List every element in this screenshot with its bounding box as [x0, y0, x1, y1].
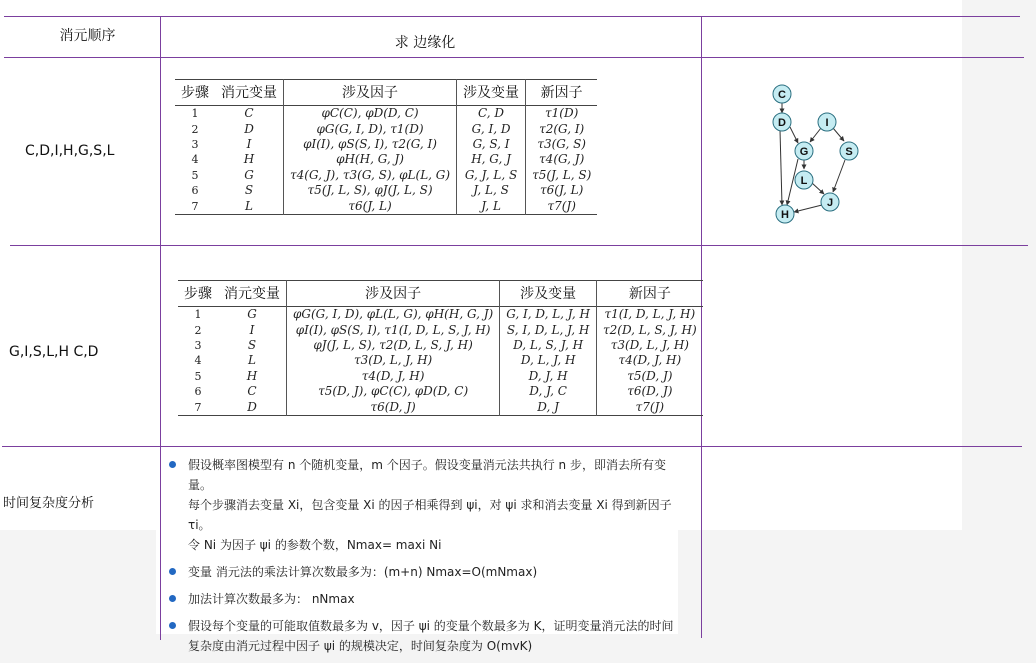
grid-line	[4, 16, 1020, 17]
table-row	[175, 183, 597, 198]
table-cell: 4	[191, 153, 199, 167]
edge-i-g	[810, 128, 821, 142]
table-cell: φI(I), φS(S, I), τ1(I, D, L, S, J, H)	[287, 322, 500, 337]
table-cell: 2	[194, 323, 202, 337]
table-row	[178, 307, 703, 323]
table-cell: 1	[191, 107, 199, 121]
table-header: 涉及因子	[287, 281, 500, 307]
table-cell: τ4(G, J), τ3(G, S), φL(L, G)	[284, 168, 457, 183]
table-row	[178, 369, 703, 384]
bullet-line: 令 Ni 为因子 ψi 的参数个数，Nmax= maxi Ni	[188, 538, 442, 552]
table-cell: φJ(J, L, S), τ2(D, L, S, J, H)	[287, 338, 500, 353]
table-cell: L	[215, 198, 284, 214]
header-marginalize: 求 边缘化	[394, 35, 456, 51]
table-cell: S, I, D, L, J, H	[500, 322, 597, 337]
table-cell: τ3(D, L, J, H)	[287, 353, 500, 368]
table-row	[175, 198, 597, 214]
bullet-line: 每个步骤消去变量 Xi，包含变量 Xi 的因子相乘得到 ψi，对 ψi 求和消去变量 Xi 得到新因子 τi。	[188, 498, 672, 532]
table-cell: D, L, S, J, H	[500, 338, 597, 353]
table-header: 步骤	[184, 286, 212, 302]
table-cell: τ7(J)	[635, 399, 665, 414]
table-cell: τ4(D, J, H)	[618, 353, 682, 368]
table-cell: τ6(D, J)	[627, 384, 673, 399]
table-cell: S	[218, 338, 287, 353]
table-row	[178, 384, 703, 399]
table-cell: τ1(I, D, L, J, H)	[604, 307, 696, 322]
table-cell: 1	[194, 308, 202, 322]
table-row	[178, 338, 703, 353]
bullet-dot-icon	[169, 461, 176, 468]
table-cell: τ5(D, J)	[627, 368, 673, 383]
graph-node-label: C	[778, 89, 786, 101]
table-cell: τ2(D, L, S, J, H)	[603, 322, 697, 337]
bayesian-network-diagram	[765, 80, 861, 226]
table-cell: τ5(J, L, S), φJ(J, L, S)	[284, 183, 457, 198]
table-cell: H	[215, 152, 284, 167]
table-cell: τ6(J, L)	[539, 183, 584, 198]
table-row	[178, 322, 703, 337]
table-cell: D, J, H	[500, 369, 597, 384]
table-cell: J, L, S	[457, 183, 526, 198]
bullet-line: 复杂度由消元过程中因子 ψi 的规模决定，时间复杂度为 O(mvK)	[188, 639, 533, 653]
elimination-table-2	[178, 280, 703, 416]
graph-node-label: H	[781, 209, 789, 221]
table-row	[175, 168, 597, 183]
bullet-dot-icon	[169, 595, 176, 602]
grid-line	[2, 446, 1022, 447]
table-row	[175, 121, 597, 136]
table-cell: D, J	[500, 399, 597, 415]
elimination-order-1: C,D,I,H,G,S,L	[25, 143, 115, 159]
bullet-item	[166, 562, 686, 582]
edge-s-j	[833, 160, 845, 192]
edge-i-s	[833, 128, 844, 141]
table-cell: C, D	[457, 106, 526, 122]
graph-node-label: D	[778, 117, 786, 129]
graph-node-label: I	[825, 117, 829, 129]
elimination-order-2: G,I,S,L,H C,D	[9, 344, 99, 360]
grid-line	[4, 57, 1024, 58]
table-row	[178, 399, 703, 415]
table-header: 消元变量	[215, 80, 284, 106]
bullet-item	[166, 589, 686, 609]
elimination-table-1	[175, 79, 597, 215]
table-header: 新因子	[540, 85, 583, 101]
bullet-item	[166, 616, 686, 656]
table-cell: C	[215, 106, 284, 122]
table-row	[175, 137, 597, 152]
header-elimination-order: 消元顺序	[59, 28, 116, 44]
table-cell: τ4(D, J, H)	[287, 369, 500, 384]
graph-node-label: J	[826, 197, 834, 209]
graph-node-label: S	[845, 146, 853, 158]
table-header: 涉及变量	[500, 281, 597, 307]
table-cell: τ3(G, S)	[537, 136, 586, 151]
table-cell: 4	[194, 354, 202, 368]
table-cell: τ6(J, L)	[284, 198, 457, 214]
grid-line	[160, 16, 161, 640]
graph-node-label: L	[800, 175, 808, 187]
table-cell: J, L	[457, 198, 526, 214]
table-cell: G	[218, 307, 287, 323]
bullet-item	[166, 455, 686, 555]
bullet-dot-icon	[169, 568, 176, 575]
table-header: 消元变量	[218, 281, 287, 307]
table-cell: I	[215, 137, 284, 152]
table-cell: φC(C), φD(D, C)	[284, 106, 457, 122]
complexity-bullets	[166, 455, 686, 663]
table-cell: 5	[191, 168, 199, 182]
table-cell: G, S, I	[457, 137, 526, 152]
edge-l-j	[812, 183, 824, 194]
table-cell: 6	[194, 385, 202, 399]
table-cell: 3	[194, 338, 202, 352]
table-cell: 7	[194, 400, 202, 414]
table-cell: 2	[191, 122, 199, 136]
table-cell: D, L, J, H	[500, 353, 597, 368]
table-cell: τ2(G, I)	[539, 121, 585, 136]
bullet-line: 变量 消元法的乘法计算次数最多为：(m+n) Nmax=O(mNmax)	[188, 565, 538, 579]
table-cell: φI(I), φS(S, I), τ2(G, I)	[284, 137, 457, 152]
table-cell: D, J, C	[500, 384, 597, 399]
bullet-line: 假设概率图模型有 n 个随机变量，m 个因子。假设变量消元法共执行 n 步，即消去所有变量。	[188, 458, 666, 492]
table-cell: 5	[194, 369, 202, 383]
table-cell: D	[218, 399, 287, 415]
table-cell: τ1(D)	[545, 106, 579, 121]
table-cell: τ4(G, J)	[539, 152, 585, 167]
table-header: 新因子	[628, 286, 671, 302]
table-cell: τ5(J, L, S)	[532, 167, 592, 182]
table-cell: τ7(J)	[547, 198, 576, 213]
table-cell: φG(G, I, D), τ1(D)	[284, 121, 457, 136]
table-cell: C	[218, 384, 287, 399]
table-cell: τ5(D, J), φC(C), φD(D, C)	[287, 384, 500, 399]
grid-line	[10, 245, 1028, 246]
edge-j-h	[794, 205, 822, 212]
table-cell: G, J, L, S	[457, 168, 526, 183]
table-row	[178, 353, 703, 368]
table-row	[175, 106, 597, 122]
table-row	[175, 152, 597, 167]
complexity-label: 时间复杂度分析	[3, 496, 95, 511]
table-header: 涉及因子	[284, 80, 457, 106]
table-cell: S	[215, 183, 284, 198]
table-cell: φG(G, I, D), φL(L, G), φH(H, G, J)	[287, 307, 500, 323]
table-header: 涉及变量	[457, 80, 526, 106]
edge-d-g	[790, 127, 798, 143]
table-cell: D	[215, 121, 284, 136]
table-cell: 3	[191, 137, 199, 151]
bullet-line: 假设每个变量的可能取值数最多为 v，因子 ψi 的变量个数最多为 K，证明变量消元法的时间	[188, 619, 674, 633]
table-cell: φH(H, G, J)	[284, 152, 457, 167]
table-cell: G, I, D, L, J, H	[500, 307, 597, 323]
table-cell: H, G, J	[457, 152, 526, 167]
table-cell: 6	[191, 184, 199, 198]
edge-d-h	[780, 130, 782, 205]
table-cell: G, I, D	[457, 121, 526, 136]
bullet-dot-icon	[169, 622, 176, 629]
table-cell: τ3(D, L, J, H)	[610, 337, 689, 352]
table-cell: I	[218, 322, 287, 337]
table-cell: G	[215, 168, 284, 183]
table-cell: 7	[191, 199, 199, 213]
graph-node-label: G	[799, 146, 809, 158]
bullet-line: 加法计算次数最多为： nNmax	[188, 592, 355, 606]
table-cell: L	[218, 353, 287, 368]
table-header: 步骤	[181, 85, 209, 101]
table-cell: τ6(D, J)	[287, 399, 500, 415]
table-cell: H	[218, 369, 287, 384]
